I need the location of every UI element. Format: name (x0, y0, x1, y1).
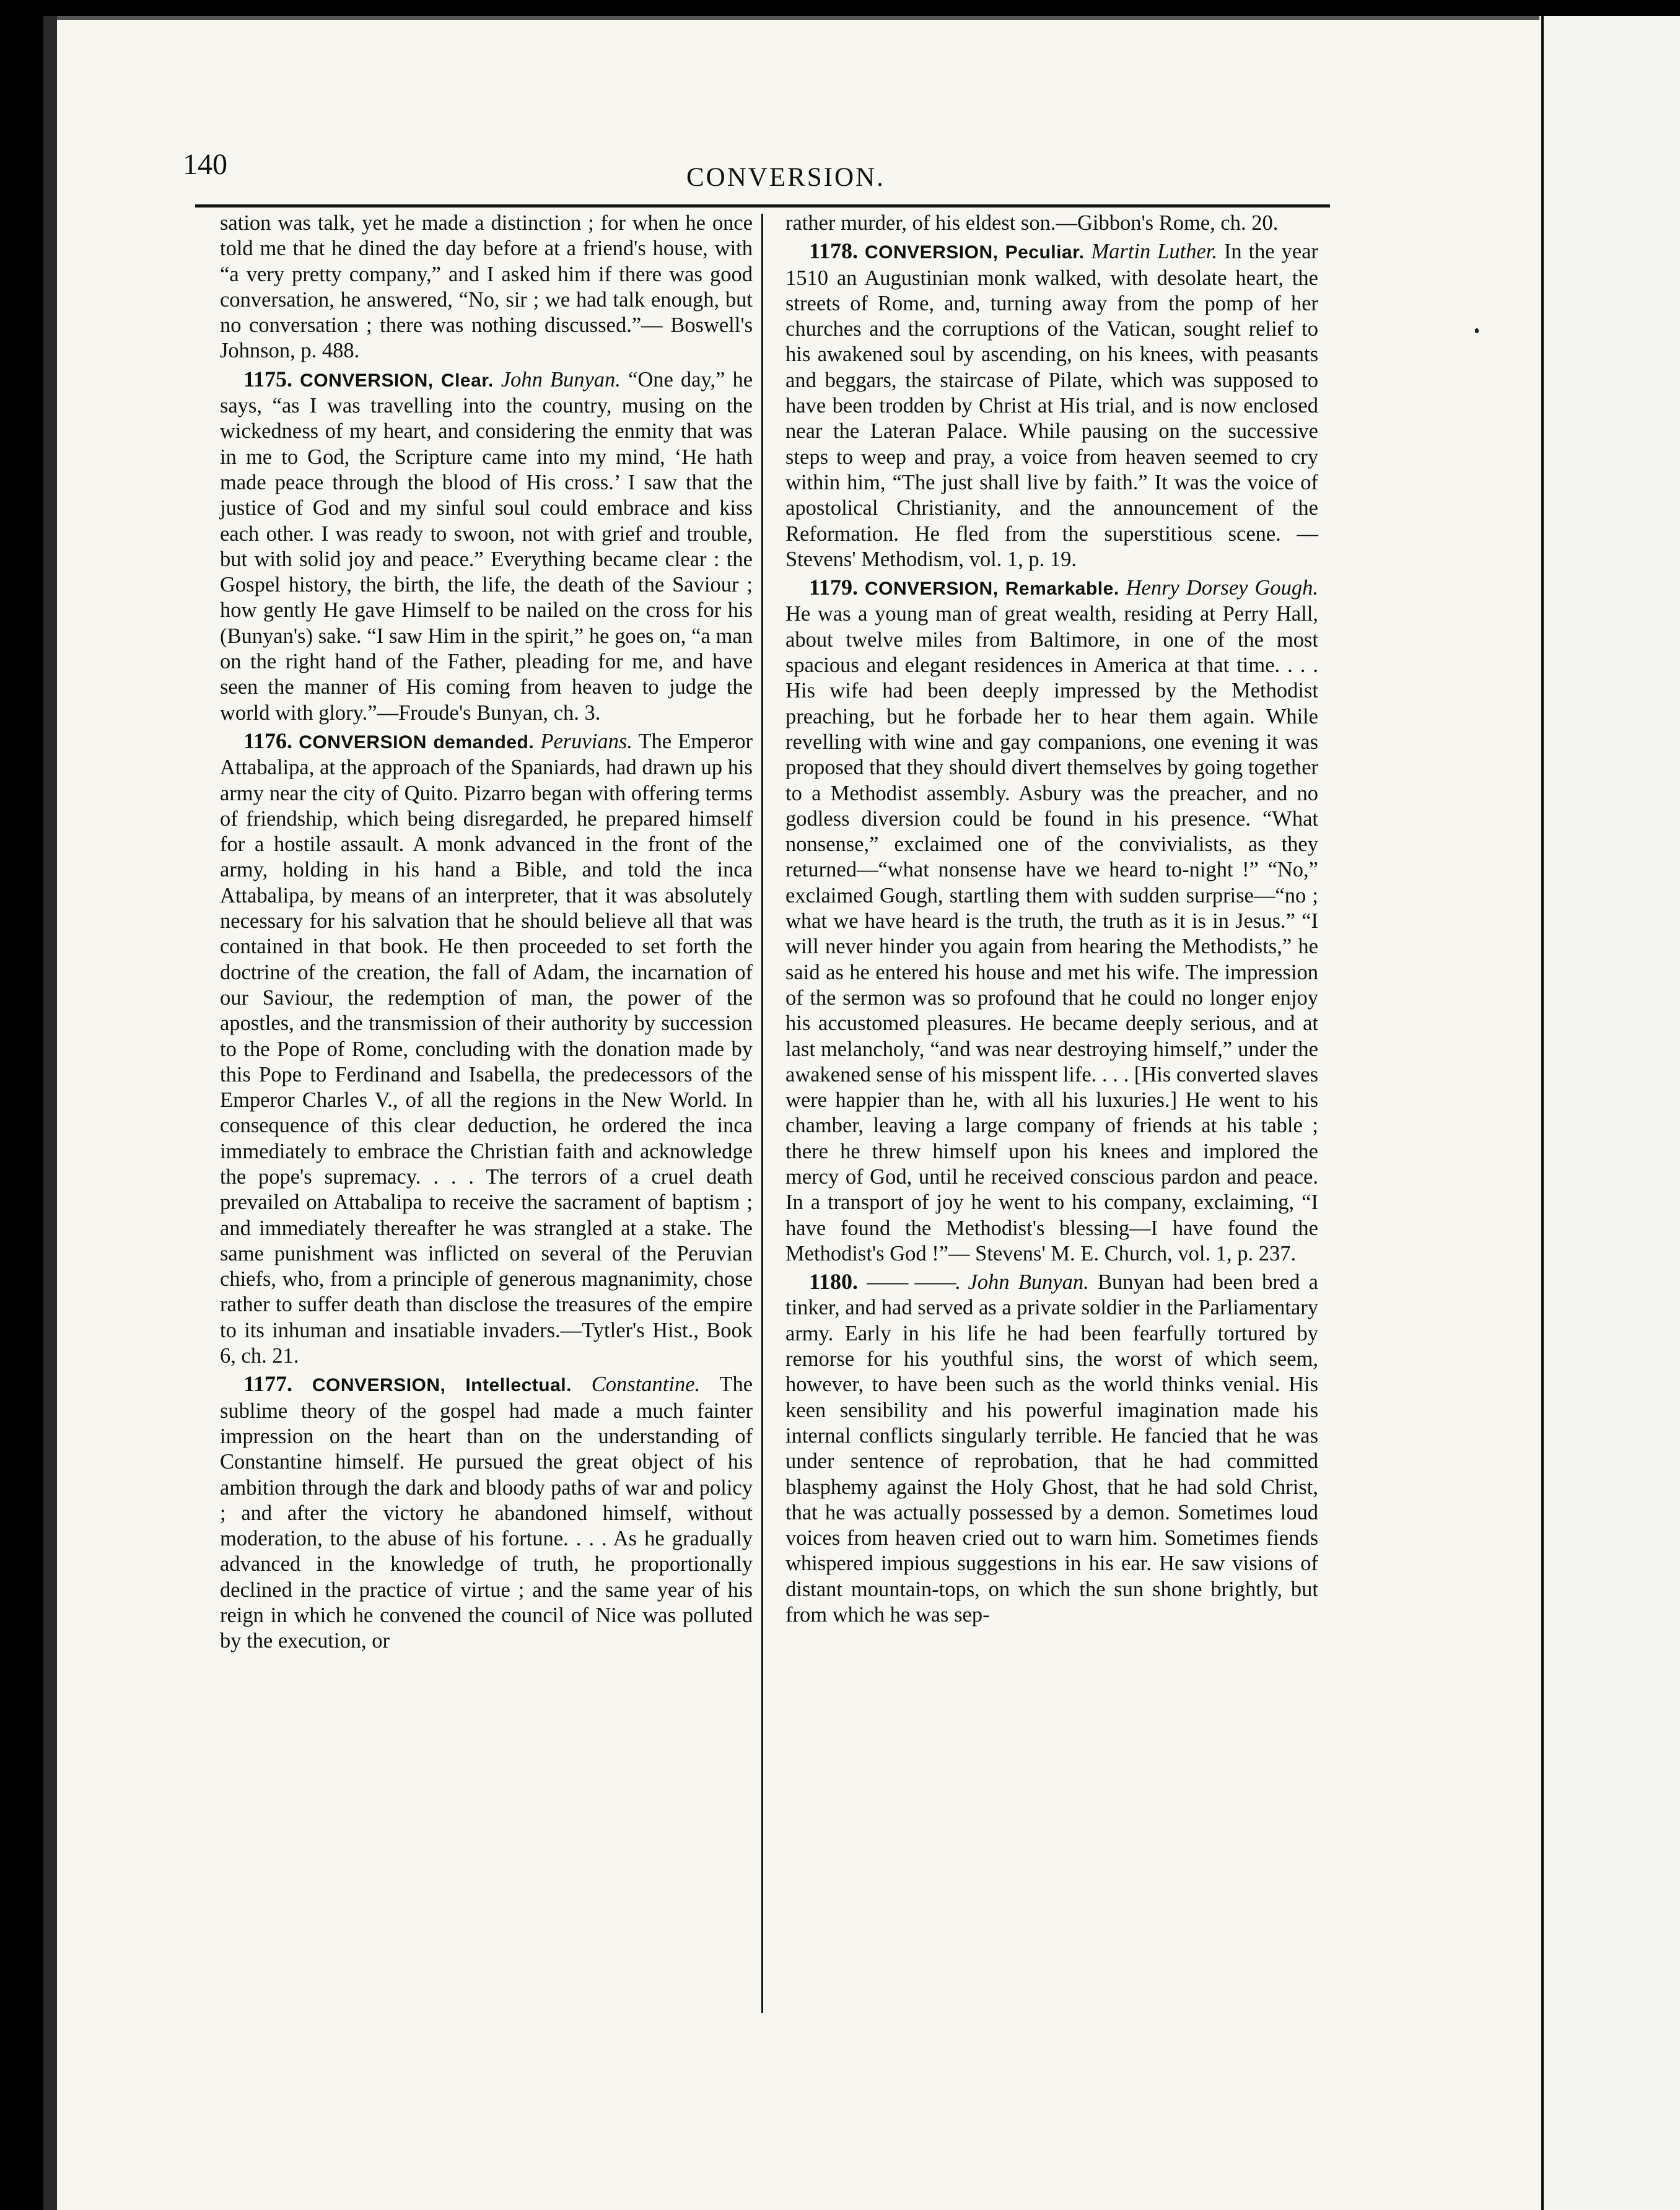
entry-1178 (785, 238, 1318, 572)
entry-subject: Martin Luther. (1091, 240, 1218, 264)
entry-1180 (785, 1269, 1318, 1628)
right-column (785, 211, 1318, 1630)
entry-number: 1178. (809, 238, 859, 264)
entry-text: He was a young man of great wealth, residing at Perry Hall, about twelve miles from Baltimore, in one of the most spacious and elegant residences in America at that time. . . . His wife had been deeply impressed by the Methodist preaching, but he forbade her to hear them again. While revelling with wine and gay companions, one evening it was proposed that they should divert themselves by going together to a Methodist assembly. Asbury was the preacher, and no godless diversion could be found in his presence. “What nonsense,” exclaimed one of the convivialists, as they returned—“what nonsense have we heard to-night !” “No,” exclaimed Gough, startling them with sudden surprise—“no ; what we have heard is the truth, the truth as it is in Jesus.” “I will never hinder you again from hearing the Methodists,” he said as he entered his house and met his wife. The impression of the sermon was so profound that he could no longer enjoy his accustomed pleasures. He became deeply serious, and at last melancholy, “and was near destroying himself,” under the awakened sense of his misspent life. . . . [His converted slaves were happier than he, with all his luxuries.] He went to his chamber, leaving a large company of friends at his table ; there he threw himself upon his knees and implored the mercy of God, until he received conscious pardon and peace. In a transport of joy he went to his company, exclaiming, “I have found the Methodist's blessing—I have found the Methodist's God !”— Stevens' M. E. Church, vol. 1, p. 237. (785, 602, 1318, 1265)
header-rule (195, 204, 1330, 207)
entry-heading-dash: —— ——. (867, 1270, 960, 1295)
entry-1179 (785, 575, 1318, 1267)
entry-subject: John Bunyan. (968, 1270, 1089, 1295)
facing-page (1539, 16, 1680, 2210)
entry-text: In the year 1510 an Augustinian monk walked, with desolate heart, the streets of Rome, and, turning away from the pomp of her churches and the corruptions of the Vatican, sought relief to his awakened soul by ascending, on his knees, with peasants and beggars, the staircase of Pilate, which was supposed to have been trodden by Christ at His trial, and is now enclosed near the Lateran Palace. While pausing on the successive steps to weep and pray, a voice from heaven seemed to cry within him, “The just shall live by faith.” It was the voice of apostolical Christianity, and the announcement of the Reformation. He fled from the superstitious scene. — Stevens' Methodism, vol. 1, p. 19. (785, 240, 1319, 571)
entry-heading: CONVERSION demanded. (299, 732, 535, 753)
entry-text: The Emperor Attabalipa, at the approach of the Spaniards, had drawn up his army near the city of Quito. Pizarro began with offering terms of friendship, which being disregarded, he prepared himself for a hostile assault. A monk advanced in the front of the army, holding in his hand a Bible, and told the inca Attabalipa, by means of an interpreter, that it was absolutely necessary for his salvation that he should believe all that was contained in that book. He then proceeded to set forth the doctrine of the creation, the fall of Adam, the incarnation of our Saviour, the redemption of man, the power of the apostles, and the transmission of their authority by succession to the Pope of Rome, concluding with the donation made by this Pope to Ferdinand and Isabella, the predecessors of the Emperor Charles V., of all the regions in the New World. In consequence of this clear deduction, he ordered the inca immediately to embrace the Christian faith and acknowledge the pope's supremacy. . . . The terrors of a cruel death prevailed on Attabalipa to receive the sacrament of baptism ; and immediately thereafter he was strangled at a stake. The same punishment was inflicted on several of the Peruvian chiefs, who, from a principle of generous magnanimity, chose rather to suffer death than disclose the treasures of the empire to its inhuman and insatiable invaders.—Tytler's Hist., Book 6, ch. 21. (220, 729, 753, 1368)
entry-heading: CONVERSION, Peculiar. (864, 242, 1085, 263)
entry-subject: Peruvians. (540, 729, 632, 753)
entry-heading: CONVERSION, Remarkable. (865, 579, 1119, 600)
entry-number: 1177. (243, 1371, 293, 1397)
continued-paragraph: sation was talk, yet he made a distinction ; for when he once told me that he dined the day before at a friend's house, with “a very pretty company,” and I asked him if there was good conversation, he answered, “No, sir ; we had talk enough, but no conversation ; there was nothing discussed.”— Boswell's Johnson, p. 488. (220, 211, 753, 363)
entry-1176 (220, 728, 753, 1369)
entry-heading: CONVERSION, Clear. (300, 370, 494, 391)
continued-paragraph: rather murder, of his eldest son.—Gibbon's Rome, ch. 20. (785, 211, 1279, 235)
page-binding-edge (43, 16, 57, 2210)
page-number: 140 (183, 148, 227, 181)
entry-1175 (220, 367, 753, 726)
stray-ink-mark (1475, 328, 1479, 333)
entry-number: 1179. (809, 575, 859, 600)
entry-subject: Henry Dorsey Gough. (1126, 576, 1319, 600)
entry-1177 (220, 1371, 753, 1654)
entry-number: 1180. (809, 1269, 859, 1295)
entry-text: The sublime theory of the gospel had made a much fainter impression on the heart than on the understanding of Constantine himself. He pursued the great object of his ambition through the dark and bloody paths of war and policy ; and after the victory he abandoned himself, without moderation, to the abuse of his fortune. . . . As he gradually advanced in the knowledge of truth, he proportionally declined in the practice of virtue ; and the same year of his reign in which he convened the council of Nice was polluted by the execution, or (220, 1373, 753, 1653)
column-divider (761, 214, 763, 2013)
left-column (220, 211, 753, 1657)
facing-page-edge (1541, 16, 1544, 2210)
page-top-edge (57, 16, 1539, 20)
entry-text: Bunyan had been bred a tinker, and had served as a private soldier in the Parliamentary army. Early in his life he had been fearfully tortured by remorse for his youthful sins, the worst of which seem, however, to have been such as the world thinks venial. His keen sensibility and his powerful imagination made his internal conflicts singularly terrible. He fancied that he was under sentence of reprobation, that he had committed blasphemy against the Holy Ghost, that he had sold Christ, that he was actually possessed by a demon. Sometimes loud voices from heaven cried out to warn him. Sometimes fiends whispered impious suggestions in his ear. He saw visions of distant mountain-tops, on which the sun shone brightly, but from which he was sep- (785, 1270, 1318, 1627)
entry-subject: Constantine. (591, 1373, 701, 1397)
entry-text: “One day,” he says, “as I was travelling into the country, musing on the wickedness of my heart, and considering the enmity that was in me to God, the Scripture came into my mind, ‘He hath made peace through the blood of His cross.’ I saw that the justice of God and my sinful soul could embrace and kiss each other. I was ready to swoon, not with grief and trouble, but with solid joy and peace.” Everything became clear : the Gospel history, the birth, the life, the death of the Saviour ; how gently He gave Himself to be nailed on the cross for his (Bunyan's) sake. “I saw Him in the spirit,” he goes on, “a man on the right hand of the Father, pleading for me, and have seen the manner of His coming from heaven to judge the world with glory.”—Froude's Bunyan, ch. 3. (220, 367, 753, 725)
entry-number: 1175. (243, 366, 293, 391)
entry-number: 1176. (243, 728, 293, 753)
entry-heading: CONVERSION, Intellectual. (312, 1375, 572, 1396)
running-title: CONVERSION. (686, 163, 885, 192)
entry-subject: John Bunyan. (501, 367, 621, 391)
